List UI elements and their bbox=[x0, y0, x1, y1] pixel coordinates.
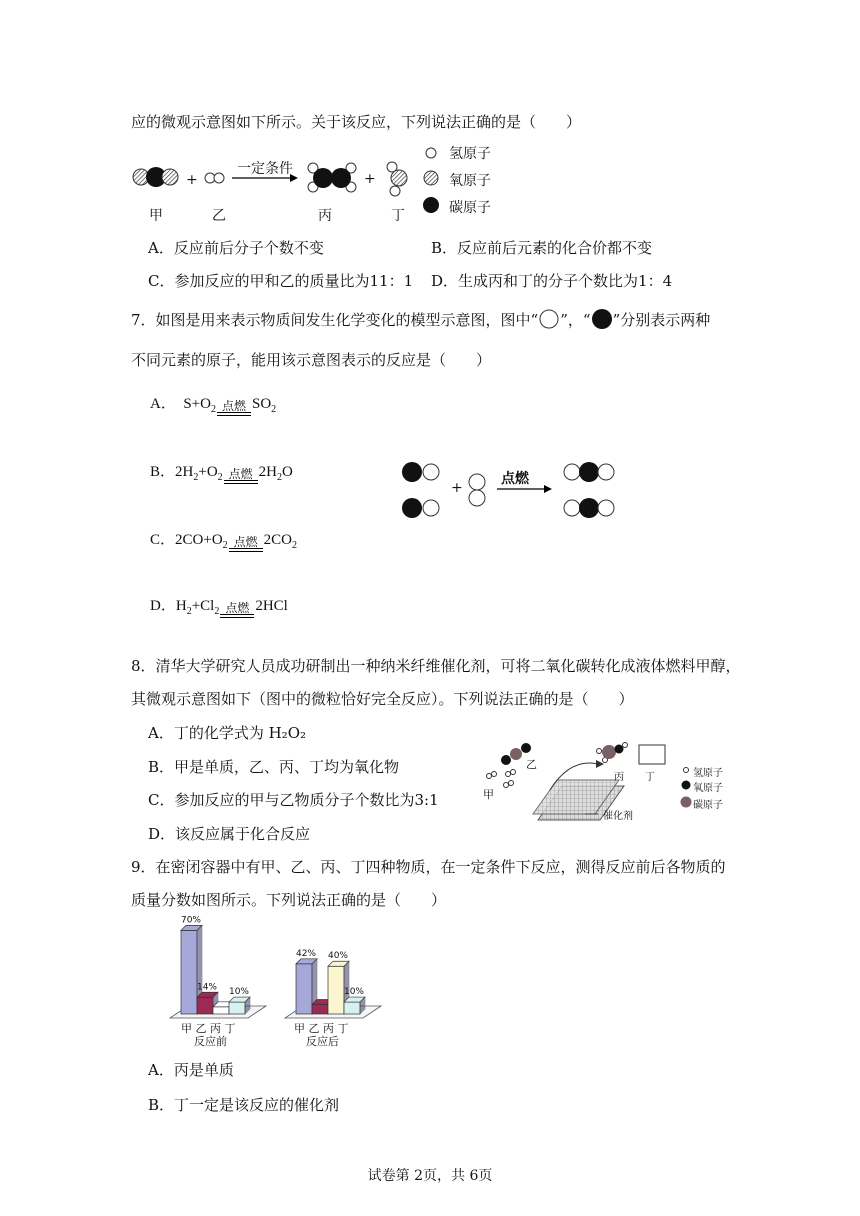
data-label: 14% bbox=[196, 982, 218, 993]
page-footer: 试卷第 2页，共 6页 bbox=[367, 1168, 493, 1184]
q7-reaction-diagram bbox=[400, 455, 630, 525]
q6-label-ding: 丁 bbox=[391, 208, 405, 224]
molecule-jia bbox=[133, 167, 178, 187]
data-label: 10% bbox=[343, 987, 365, 998]
q8-stem-line1: 8．清华大学研究人员成功研制出一种纳米纤维催化剂，可将二氧化碳转化成液体燃料甲醇， bbox=[131, 657, 741, 675]
q6-option-a[interactable]: A．反应前后分子个数不变 bbox=[148, 239, 324, 257]
q8-legend-c: 碳原子 bbox=[693, 800, 723, 811]
q7-diagram-plus: + bbox=[451, 480, 463, 496]
q7-option-d[interactable]: D．$H_2+Cl_2$ 点燃 2HCl bbox=[150, 598, 288, 617]
data-label: 42% bbox=[295, 948, 317, 959]
q9-after-title: 反应后 bbox=[306, 1035, 339, 1048]
q8-option-b[interactable]: B．甲是单质，乙、丙、丁均为氧化物 bbox=[148, 758, 400, 776]
q7-option-b[interactable]: B．$2H_2+O_2$ 点燃 $2H_2O$ bbox=[150, 464, 293, 483]
molecule-bing bbox=[308, 163, 356, 192]
white-atom-icon bbox=[538, 309, 560, 329]
q6-label-bing: 丙 bbox=[318, 208, 332, 224]
q8-legend-o: 氧原子 bbox=[693, 783, 723, 794]
q9-option-a[interactable]: A．丙是单质 bbox=[148, 1061, 234, 1079]
black-atom-icon bbox=[591, 309, 613, 329]
q6-plus-2: + bbox=[364, 171, 376, 187]
q7-option-c[interactable]: C．$2CO+O_2$ 点燃 $2CO_2$ bbox=[150, 532, 297, 551]
q8-label-catalyst: 催化剂 bbox=[603, 811, 633, 822]
q7-stem-line1: 7．如图是用来表示物质间发生化学变化的模型示意图，图中“ ”，“ ”分别表示两种 bbox=[131, 311, 711, 329]
bar-丁 bbox=[344, 997, 365, 1014]
q6-option-d[interactable]: D．生成丙和丁的分子个数比为1：4 bbox=[431, 272, 673, 290]
q6-legend-h: 氢原子 bbox=[449, 146, 491, 162]
q6-label-jia: 甲 bbox=[149, 208, 163, 224]
q6-legend-o: 氧原子 bbox=[449, 173, 491, 189]
q7-diagram-label: 点燃 bbox=[501, 471, 529, 487]
q6-legend bbox=[423, 148, 439, 213]
q9-chart-after bbox=[285, 912, 385, 1022]
q9-after-categories: 甲 乙 丙 丁 bbox=[294, 1022, 349, 1035]
q8-label-yi: 乙 bbox=[526, 758, 537, 771]
bar-丁 bbox=[229, 997, 250, 1014]
q6-intro: 应的微观示意图如下所示。关于该反应，下列说法正确的是（ ） bbox=[131, 113, 582, 131]
q6-arrow-label: 一定条件 bbox=[237, 161, 293, 177]
q9-before-categories: 甲 乙 丙 丁 bbox=[181, 1022, 236, 1035]
q8-option-c[interactable]: C．参加反应的甲与乙物质分子个数比为3:1 bbox=[148, 791, 439, 809]
q8-label-ding: 丁 bbox=[645, 772, 655, 783]
q6-legend-c: 碳原子 bbox=[449, 200, 491, 216]
q9-chart-before bbox=[170, 912, 270, 1022]
q8-label-jia: 甲 bbox=[483, 788, 494, 801]
q9-before-title: 反应前 bbox=[194, 1035, 227, 1048]
q9-stem-line2: 质量分数如图所示。下列说法正确的是（ ） bbox=[131, 891, 447, 909]
molecule-yi bbox=[205, 173, 224, 183]
molecule-ding bbox=[387, 162, 407, 196]
q6-plus-1: + bbox=[186, 172, 198, 188]
q6-option-b[interactable]: B．反应前后元素的化合价都不变 bbox=[431, 239, 653, 257]
q7-stem-line2: 不同元素的原子，能用该示意图表示的反应是（ ） bbox=[131, 351, 492, 369]
q8-option-d[interactable]: D．该反应属于化合反应 bbox=[148, 825, 311, 843]
data-label: 40% bbox=[327, 951, 349, 962]
q8-option-a[interactable]: A．丁的化学式为 H₂O₂ bbox=[148, 724, 307, 742]
q8-legend-h: 氢原子 bbox=[693, 768, 723, 779]
q9-stem-line1: 9．在密闭容器中有甲、乙、丙、丁四种物质，在一定条件下反应，测得反应前后各物质的 bbox=[131, 858, 726, 876]
data-label: 10% bbox=[228, 987, 250, 998]
q6-option-c[interactable]: C．参加反应的甲和乙的质量比为11：1 bbox=[148, 272, 414, 290]
q9-option-b[interactable]: B．丁一定是该反应的催化剂 bbox=[148, 1096, 340, 1114]
q7-option-a[interactable]: A． $S+O_2$ 点燃 $SO_2$ bbox=[150, 396, 277, 415]
q8-label-bing: 丙 bbox=[614, 772, 624, 783]
q8-stem-line2: 其微观示意图如下（图中的微粒恰好完全反应）。下列说法正确的是（ ） bbox=[131, 690, 634, 708]
q6-label-yi: 乙 bbox=[212, 208, 226, 224]
data-label: 70% bbox=[180, 915, 202, 926]
